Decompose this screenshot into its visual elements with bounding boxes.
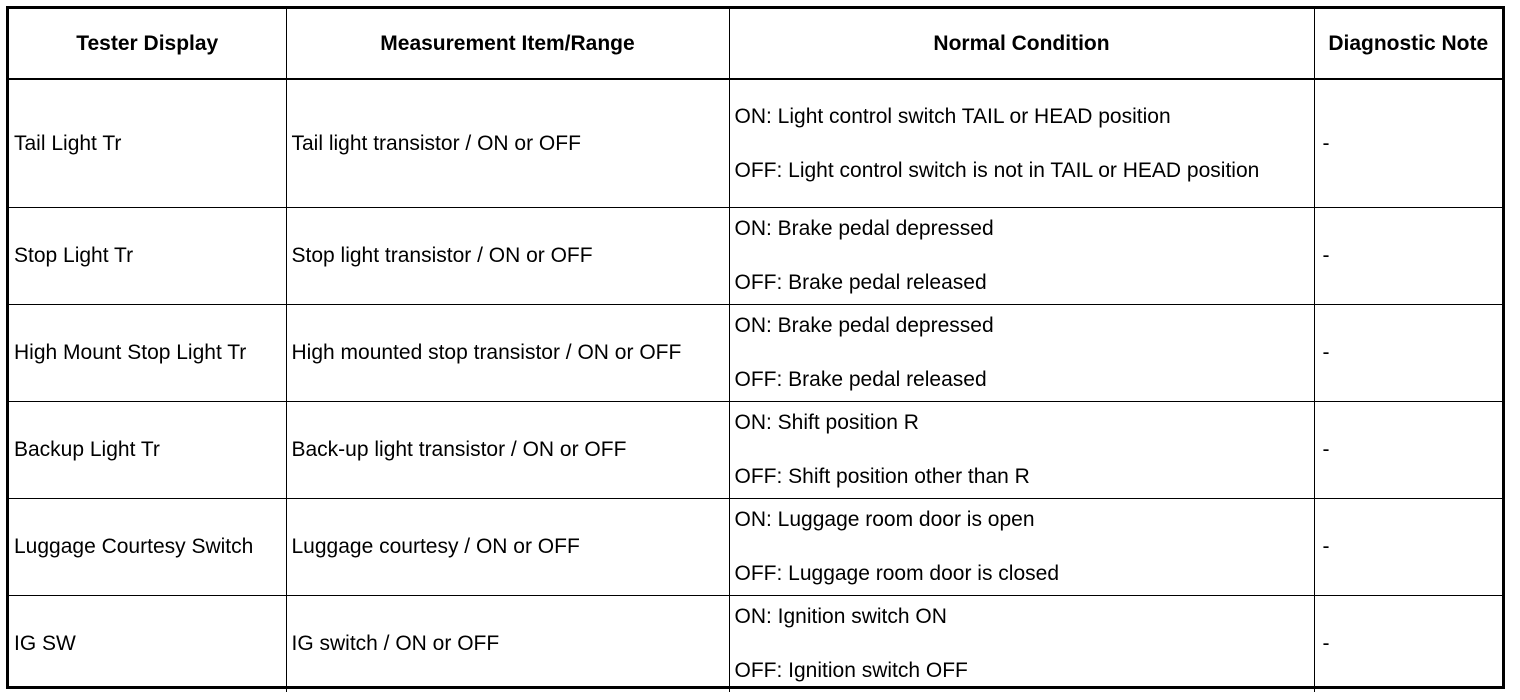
table-row [9, 401, 1502, 498]
condition-off-text: OFF: Brake pedal released [734, 271, 987, 294]
measurement-cell: Back-up light transistor / ON or OFF [286, 401, 729, 498]
condition-off-text: OFF: Brake pedal released [734, 368, 987, 391]
tester-display-cell: Stop Light Tr [9, 207, 286, 304]
diagnostic-note-cell: - [1314, 79, 1502, 207]
condition-on-text: ON: Brake pedal depressed [734, 217, 994, 240]
tester-display-cell: Backup Light Tr [9, 401, 286, 498]
normal-condition-cell [729, 498, 1314, 595]
condition-on-text: ON: Ignition switch ON [734, 605, 947, 629]
condition-off-text: OFF: Light control switch is not in TAIL or HEAD position [734, 158, 1260, 182]
table-row [9, 79, 1502, 207]
table-row [9, 498, 1502, 595]
table-row [9, 304, 1502, 401]
diagnostic-note-cell: - [1314, 304, 1502, 401]
table-header [9, 9, 1502, 79]
data-list-table [9, 9, 1502, 692]
table-body [9, 79, 1502, 692]
condition-off-text: OFF: Shift position other than R [734, 465, 1030, 488]
normal-condition-cell [729, 79, 1314, 207]
condition-on-text: ON: Brake pedal depressed [734, 314, 994, 337]
tester-display-cell: Tail Light Tr [9, 79, 286, 207]
tester-display-cell: High Mount Stop Light Tr [9, 304, 286, 401]
condition-on-text: ON: Light control switch TAIL or HEAD position [734, 104, 1171, 128]
condition-off-text: OFF: Ignition switch OFF [734, 659, 968, 683]
measurement-cell: Tail light transistor / ON or OFF [286, 79, 729, 207]
normal-condition-cell [729, 207, 1314, 304]
header-normal-condition: Normal Condition [729, 9, 1314, 79]
table-header-row [9, 9, 1502, 79]
normal-condition-cell [729, 401, 1314, 498]
condition-on-text: ON: Luggage room door is open [734, 508, 1035, 531]
condition-off-text: OFF: Luggage room door is closed [734, 562, 1059, 585]
measurement-cell: High mounted stop transistor / ON or OFF [286, 304, 729, 401]
header-tester-display: Tester Display [9, 9, 286, 79]
measurement-cell: IG switch / ON or OFF [286, 595, 729, 692]
normal-condition-cell [729, 304, 1314, 401]
tester-display-cell: IG SW [9, 595, 286, 692]
diagnostic-note-cell: - [1314, 595, 1502, 692]
measurement-cell: Stop light transistor / ON or OFF [286, 207, 729, 304]
header-measurement-item-range: Measurement Item/Range [286, 9, 729, 79]
table-row [9, 207, 1502, 304]
table-row [9, 595, 1502, 692]
diagnostic-note-cell: - [1314, 401, 1502, 498]
header-diagnostic-note: Diagnostic Note [1314, 9, 1502, 79]
diagnostic-note-cell: - [1314, 498, 1502, 595]
normal-condition-cell [729, 595, 1314, 692]
data-list-table-frame [6, 6, 1505, 689]
tester-display-cell: Luggage Courtesy Switch [9, 498, 286, 595]
measurement-cell: Luggage courtesy / ON or OFF [286, 498, 729, 595]
diagnostic-note-cell: - [1314, 207, 1502, 304]
condition-on-text: ON: Shift position R [734, 411, 919, 434]
